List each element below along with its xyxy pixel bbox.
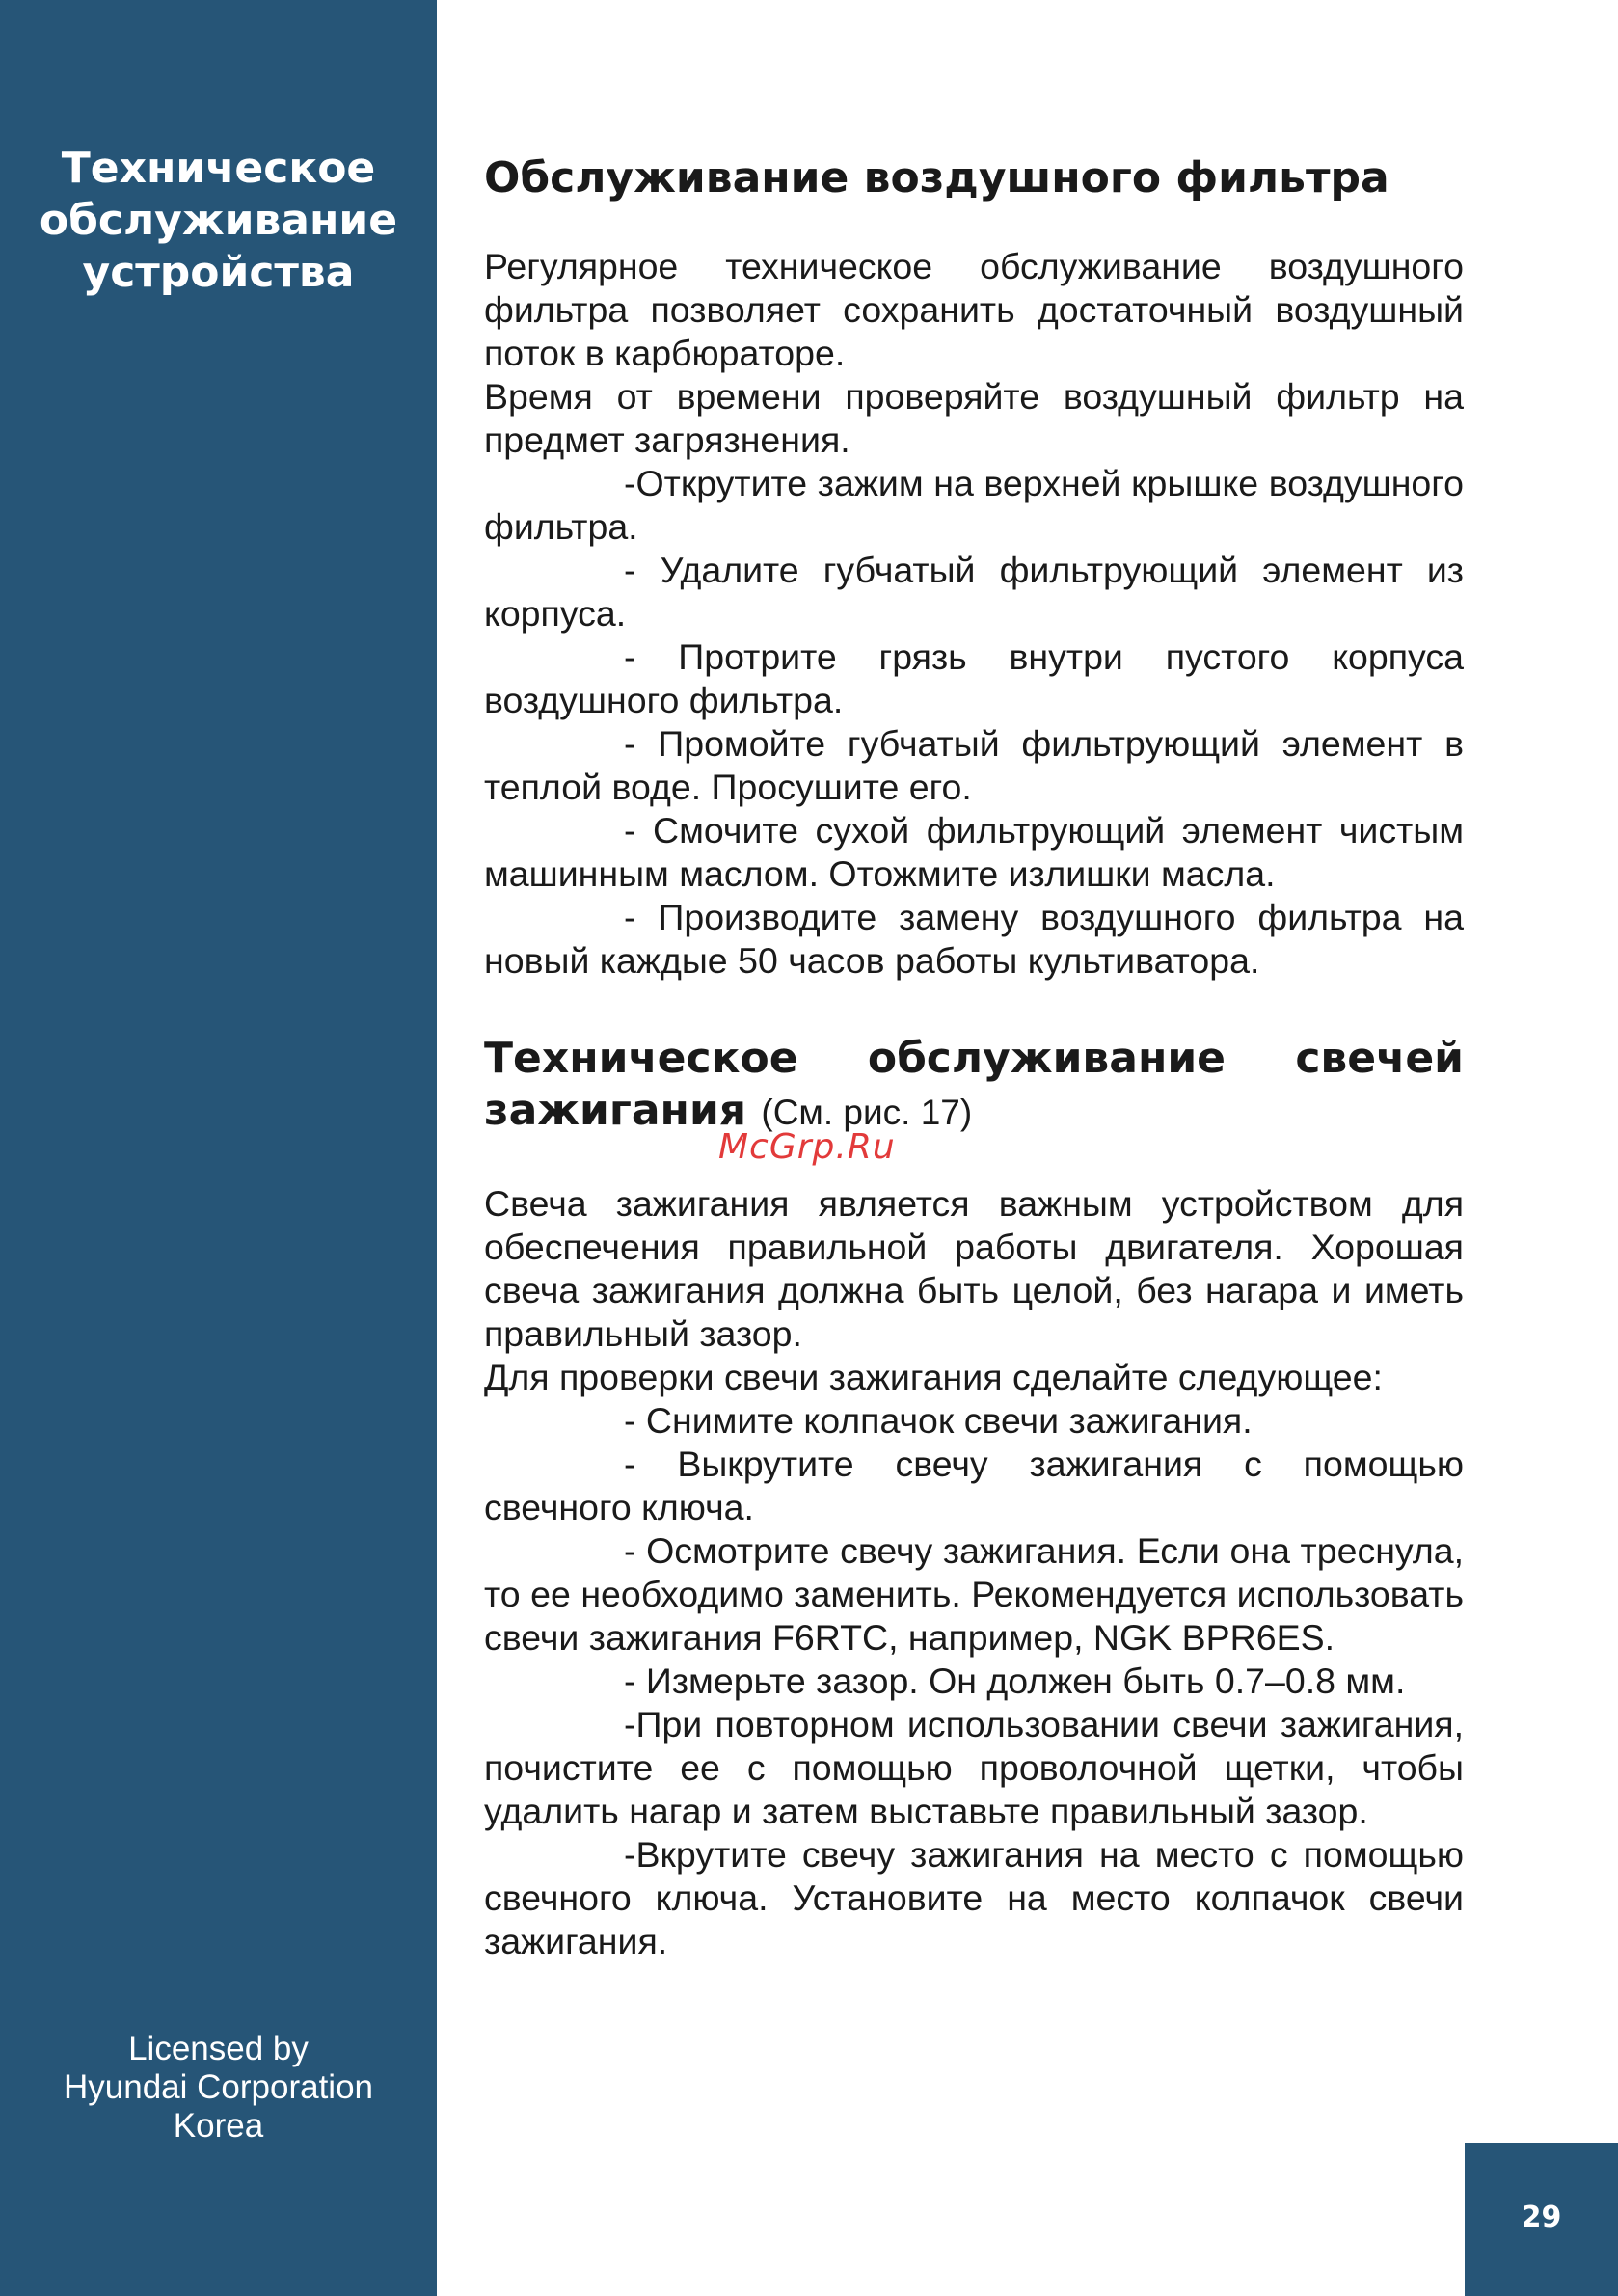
step-air-filter-1: -Открутите зажим на верхней крышке воздушного фильтра. (484, 463, 1464, 547)
chapter-title: Техническое обслуживание устройства (39, 144, 398, 297)
step-spark-plug-2: - Выкрутите свечу зажигания с помощью свечного ключа. (484, 1444, 1464, 1527)
watermark: McGrp.Ru (718, 1127, 896, 1167)
step-air-filter-3: - Протрите грязь внутри пустого корпуса воздушного фильтра. (484, 636, 1464, 720)
license-note: Licensed by Hyundai Corporation Korea (63, 2030, 373, 2145)
heading-air-filter: Обслуживание воздушного фильтра (484, 153, 1389, 203)
paragraph-spark-plug-intro-2: Для проверки свечи зажигания сделайте следующее: (484, 1357, 1383, 1397)
figure-reference: (См. рис. 17) (761, 1093, 973, 1132)
step-spark-plug-5: -При повторном использовании свечи зажигания, почистите ее с помощью проволочной щетки, чтобы удалить нагар и затем выставьте правильный зазор. (484, 1704, 1464, 1831)
step-spark-plug-4: - Измерьте зазор. Он должен быть 0.7–0.8 мм. (624, 1661, 1406, 1701)
paragraph-air-filter-intro-2: Время от времени проверяйте воздушный фильтр на предмет загрязнения. (484, 376, 1464, 460)
step-air-filter-6: - Производите замену воздушного фильтра на новый каждые 50 часов работы культиватора. (484, 897, 1464, 981)
step-spark-plug-3: - Осмотрите свечу зажигания. Если она треснула, то ее необходимо заменить. Рекомендуется использовать свечи зажигания F6RTC, например, NGK BPR6ES. (484, 1530, 1464, 1658)
paragraph-air-filter-intro-1: Регулярное техническое обслуживание воздушного фильтра позволяет сохранить достаточный воздушный поток в карбюраторе. (484, 246, 1464, 373)
paragraph-spark-plug-intro-1: Свеча зажигания является важным устройством для обеспечения правильной работы двигателя. Хорошая свеча зажигания должна быть целой, без нагара и иметь правильный зазор. (484, 1183, 1464, 1354)
page-number-box (1465, 2143, 1618, 2296)
heading-spark-plug-text: Техническое обслуживание свечей зажигания (484, 1034, 1464, 1135)
main-content (484, 152, 1464, 1963)
step-air-filter-2: - Удалите губчатый фильтрующий элемент из корпуса. (484, 550, 1464, 634)
step-air-filter-4: - Промойте губчатый фильтрующий элемент в теплой воде. Просушите его. (484, 723, 1464, 807)
heading-spark-plug (484, 1033, 1464, 1139)
step-spark-plug-1: - Снимите колпачок свечи зажигания. (624, 1400, 1253, 1441)
step-air-filter-5: - Смочите сухой фильтрующий элемент чистым машинным маслом. Отожмите излишки масла. (484, 810, 1464, 894)
step-spark-plug-6: -Вкрутите свечу зажигания на место с помощью свечного ключа. Установите на место колпачок свечи зажигания. (484, 1834, 1464, 1961)
page-number: 29 (1521, 2201, 1562, 2234)
sidebar (0, 0, 437, 2296)
